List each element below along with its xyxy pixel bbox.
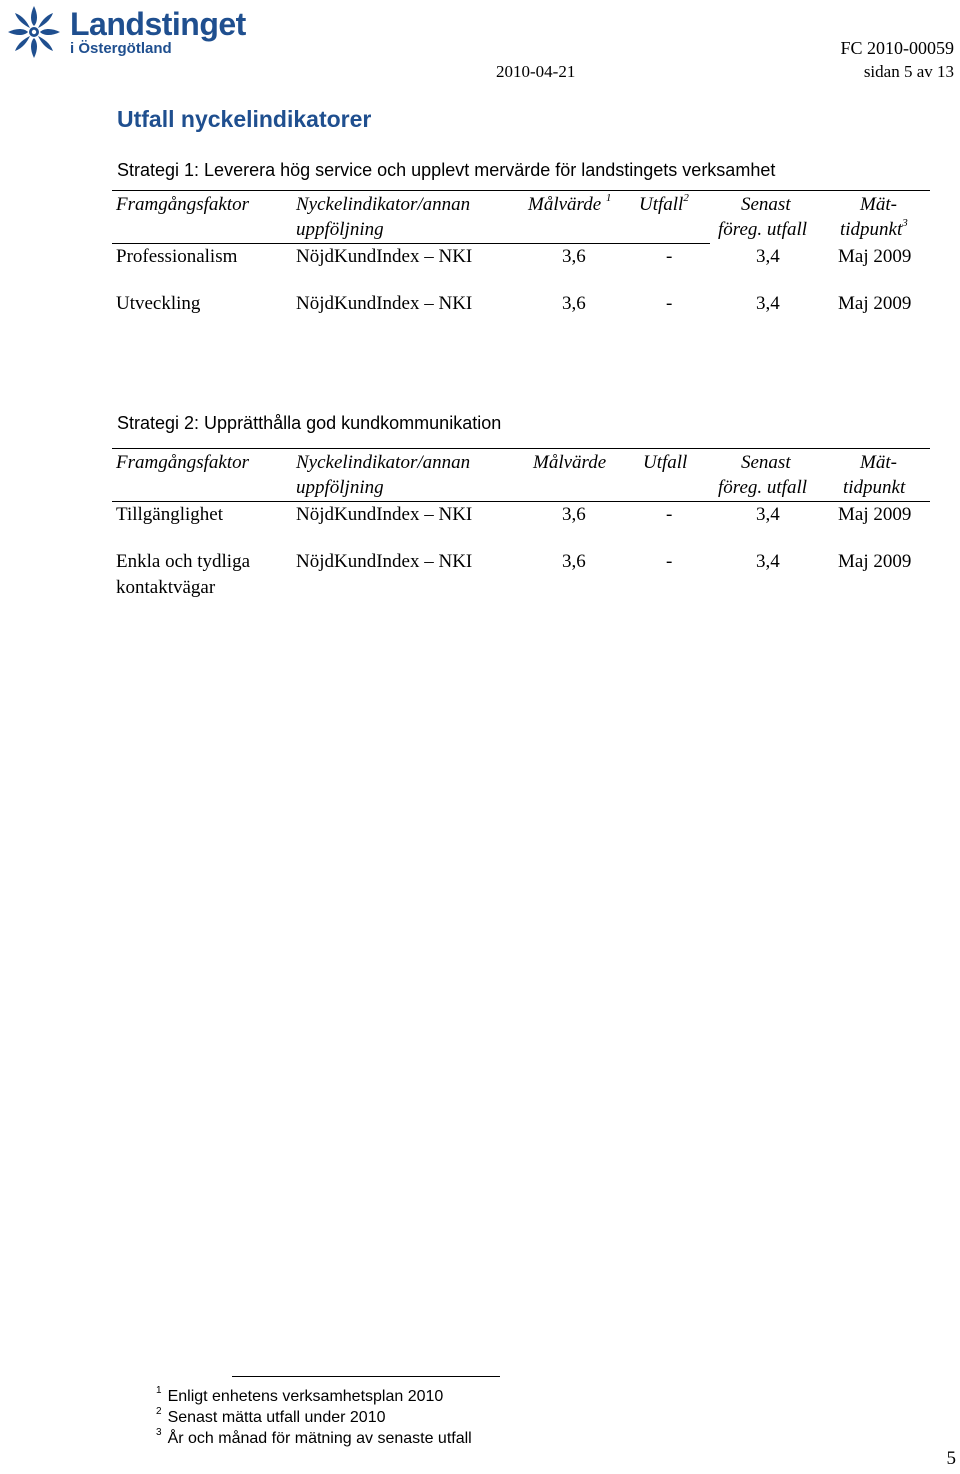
document-number: FC 2010-00059 — [840, 38, 954, 58]
logo-text-line1: Landstinget — [70, 6, 246, 42]
row-target: 3,6 — [562, 551, 586, 572]
footnote-1: $^1$ Enligt enhetens verksamhetsplan 2010 — [156, 1385, 444, 1405]
header-indicator-line2: uppföljning — [296, 477, 384, 498]
header-time-line1: Mät- — [860, 452, 897, 473]
header-target: Målvärde $^1$ — [528, 192, 612, 215]
row-indicator: NöjdKundIndex – NKI — [296, 293, 473, 314]
table2-header-rule — [112, 501, 930, 502]
table1-header-rule — [112, 243, 710, 244]
header-time-line1: Mät- — [860, 194, 897, 215]
footnote-ref-3: 3 — [902, 217, 908, 229]
logo-text-line2: i Östergötland — [70, 40, 172, 57]
row-target: 3,6 — [562, 246, 586, 267]
row-factor: Tillgänglighet — [116, 504, 223, 525]
row-indicator: NöjdKundIndex – NKI — [296, 504, 473, 525]
header-outcome: Utfall — [643, 452, 688, 473]
table1-top-rule — [112, 190, 930, 191]
page-title: Utfall nyckelindikatorer — [117, 106, 372, 132]
snowflake-flower-logo-icon — [6, 4, 62, 60]
row-indicator: NöjdKundIndex – NKI — [296, 551, 473, 572]
document-date: 2010-04-21 — [496, 62, 576, 81]
header-factor: Framgångsfaktor — [116, 194, 249, 215]
header-indicator-line2: uppföljning — [296, 219, 384, 240]
header-indicator-line1: Nyckelindikator/annan — [296, 452, 471, 473]
footnote-ref-2: 2 — [683, 192, 689, 204]
row-latest: 3,4 — [756, 551, 780, 572]
row-time: Maj 2009 — [838, 551, 912, 572]
header-latest-line2: föreg. utfall — [718, 219, 808, 240]
table2-top-rule — [112, 448, 930, 449]
page-of-pages: sidan 5 av 13 — [863, 62, 954, 81]
row-target: 3,6 — [562, 293, 586, 314]
row-latest: 3,4 — [756, 246, 780, 267]
page-number: 5 — [946, 1448, 956, 1469]
row-indicator: NöjdKundIndex – NKI — [296, 246, 473, 267]
strategy-1-heading: Strategi 1: Leverera hög service och upplevt mervärde för landstingets verksamhet — [117, 160, 776, 180]
footnote-2: $^2$ Senast mätta utfall under 2010 — [156, 1406, 386, 1426]
row-time: Maj 2009 — [838, 504, 912, 525]
header-indicator-line1: Nyckelindikator/annan — [296, 194, 471, 215]
row-outcome: - — [666, 504, 673, 525]
row-factor: Professionalism — [116, 246, 238, 267]
header-time-line2: tidpunkt$^3$ — [840, 217, 908, 240]
row-factor-line2: kontaktvägar — [116, 577, 216, 598]
header-latest-line1: Senast — [741, 194, 791, 215]
header-factor: Framgångsfaktor — [116, 452, 249, 473]
footnote-separator — [232, 1376, 500, 1377]
footnote-3: $^3$ År och månad för mätning av senaste utfall — [156, 1427, 472, 1447]
row-factor-line1: Enkla och tydliga — [116, 551, 251, 572]
header-latest-line2: föreg. utfall — [718, 477, 808, 498]
header-outcome: Utfall$^2$ — [639, 192, 689, 215]
landstinget-logo — [6, 4, 246, 60]
footnote-ref-1: 1 — [605, 192, 612, 204]
row-time: Maj 2009 — [838, 293, 912, 314]
row-factor: Utveckling — [116, 293, 201, 314]
row-target: 3,6 — [562, 504, 586, 525]
row-outcome: - — [666, 293, 673, 314]
header-target: Målvärde — [533, 452, 607, 473]
row-latest: 3,4 — [756, 293, 780, 314]
row-latest: 3,4 — [756, 504, 780, 525]
row-outcome: - — [666, 246, 673, 267]
row-time: Maj 2009 — [838, 246, 912, 267]
strategy-2-heading: Strategi 2: Upprätthålla god kundkommunikation — [117, 413, 502, 433]
header-time-line2: tidpunkt — [843, 477, 906, 498]
row-outcome: - — [666, 551, 673, 572]
header-latest-line1: Senast — [741, 452, 791, 473]
